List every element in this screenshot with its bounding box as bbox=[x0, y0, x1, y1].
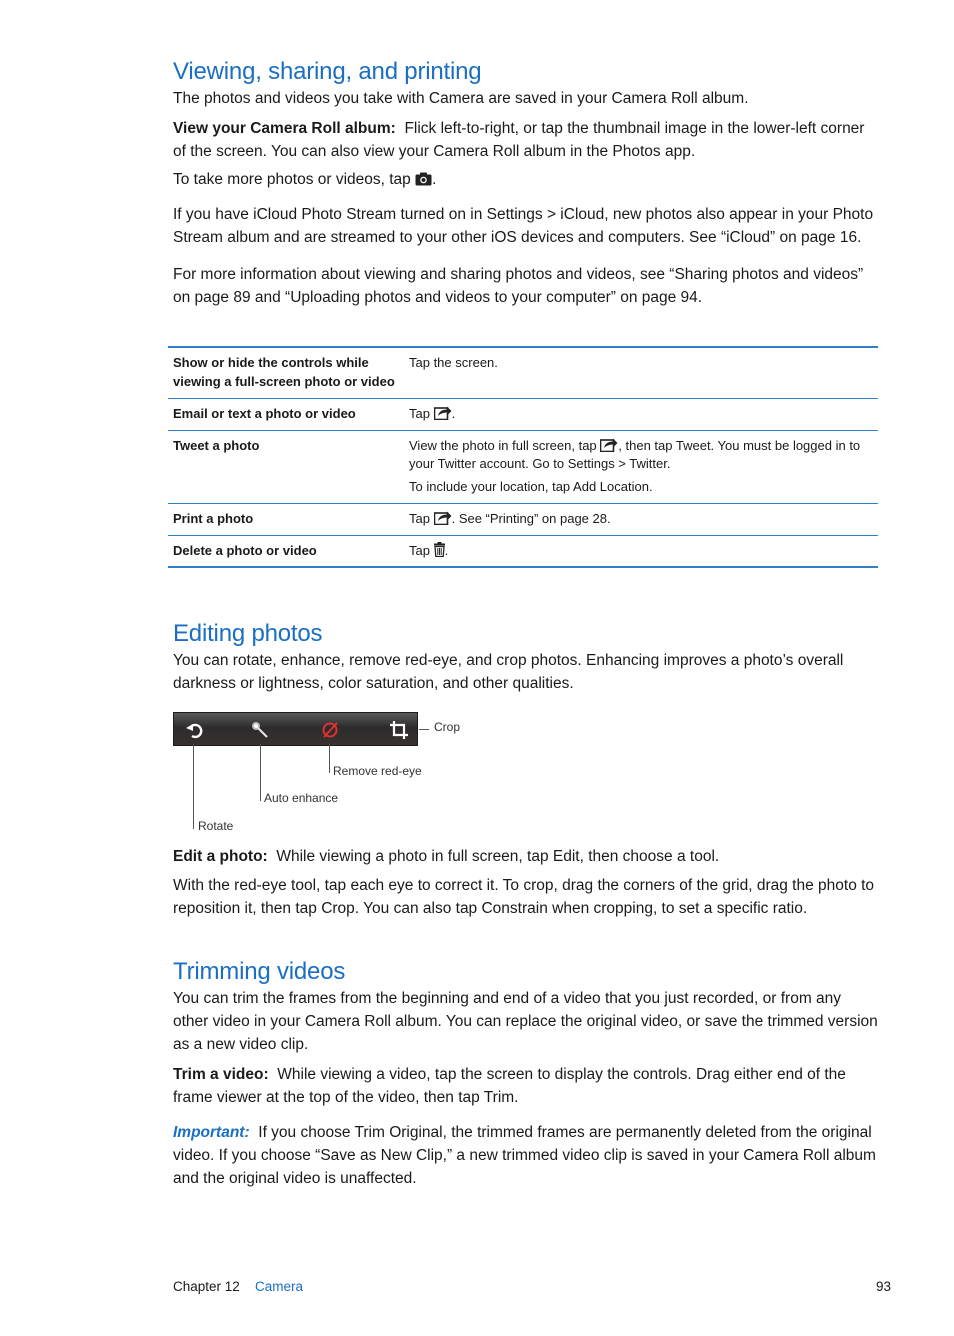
paragraph: You can trim the frames from the beginning and end of a video that you just recorded, or from any other video in your Camera Roll album. You can replace the original video, or save the trimmed version as a new video clip. bbox=[173, 990, 878, 1053]
rotate-icon bbox=[184, 720, 204, 740]
action-text: . See “Printing” on page 28. bbox=[451, 511, 611, 526]
paragraph-text: While viewing a video, tap the screen to display the controls. Drag either end of the frame viewer at the top of the video, then tap Trim. bbox=[173, 1066, 846, 1106]
important-label: Important: bbox=[173, 1124, 250, 1141]
action-text: Tap bbox=[409, 406, 430, 421]
lead-in: Edit a photo: bbox=[173, 848, 268, 865]
task-cell: Print a photo bbox=[173, 511, 254, 526]
action-subtext: To include your location, tap Add Location. bbox=[409, 478, 653, 494]
action-cell bbox=[409, 510, 878, 529]
paragraph: For more information about viewing and sharing photos and videos, see “Sharing photos and videos” on page 89 and “Uploading photos and videos to your computer” on page 94. bbox=[173, 266, 864, 306]
paragraph bbox=[173, 168, 878, 191]
paragraph: You can rotate, enhance, remove red-eye, and crop photos. Enhancing improves a photo’s overall darkness or lightness, color saturation, and other qualities. bbox=[173, 652, 844, 692]
section-editing bbox=[173, 620, 878, 695]
table-row bbox=[168, 430, 878, 504]
action-cell: Tap the screen. bbox=[409, 355, 498, 370]
camera-icon bbox=[415, 172, 432, 186]
action-cell bbox=[409, 437, 878, 497]
table-row bbox=[168, 503, 878, 535]
remove-red-eye-label: Remove red-eye bbox=[333, 764, 422, 778]
callout-line bbox=[193, 744, 194, 829]
paragraph: The photos and videos you take with Camera are saved in your Camera Roll album. bbox=[173, 90, 749, 107]
table-row bbox=[168, 398, 878, 430]
paragraph-text: If you choose Trim Original, the trimmed frames are permanently deleted from the original video. If you choose “Save as New Clip,” a new trimmed video clip is saved in your Camera Roll album and the original video is unaffected. bbox=[173, 1124, 876, 1187]
actions-table bbox=[168, 346, 878, 568]
task-cell: Delete a photo or video bbox=[173, 542, 317, 558]
task-cell: Show or hide the controls while viewing a full-screen photo or video bbox=[173, 355, 395, 389]
trash-icon bbox=[434, 542, 445, 557]
lead-in: Trim a video: bbox=[173, 1066, 269, 1083]
section-editing-body bbox=[173, 845, 878, 920]
rotate-label: Rotate bbox=[198, 819, 234, 833]
share-icon bbox=[600, 437, 618, 452]
paragraph-text: Flick left-to-right, or tap the thumbnail image in the lower-left corner of the screen. You can also view your Camera Roll album in the Photos app. bbox=[173, 120, 865, 160]
paragraph: With the red-eye tool, tap each eye to correct it. To crop, drag the corners of the grid, drag the photo to reposition it, then tap Crop. You can also tap Constrain when cropping, to set a specific ratio. bbox=[173, 877, 875, 917]
paragraph-text: To take more photos or videos, tap bbox=[173, 171, 411, 188]
lead-in: View your Camera Roll album: bbox=[173, 120, 396, 137]
section-title: Viewing, sharing, and printing bbox=[173, 58, 482, 85]
action-text: Tap bbox=[409, 511, 430, 526]
section-title: Trimming videos bbox=[173, 958, 346, 985]
callout-line bbox=[260, 744, 261, 801]
page-number: 93 bbox=[875, 1279, 891, 1294]
callout-line bbox=[419, 729, 429, 730]
remove-red-eye-icon bbox=[320, 720, 340, 740]
action-cell bbox=[409, 405, 878, 424]
table-row bbox=[168, 535, 878, 567]
action-cell bbox=[409, 542, 878, 561]
action-text: , then tap Tweet. You must be logged in to your Twitter account. Go to Settings > Twitter. bbox=[409, 437, 861, 471]
task-cell: Tweet a photo bbox=[173, 437, 260, 453]
footer-chapter: Chapter 12 bbox=[173, 1279, 240, 1294]
paragraph bbox=[173, 117, 878, 163]
edit-toolbar-illustration bbox=[173, 712, 418, 746]
task-cell: Email or text a photo or video bbox=[173, 406, 356, 421]
paragraph bbox=[173, 1063, 878, 1109]
action-text: Tap bbox=[409, 542, 430, 558]
action-text: . bbox=[451, 406, 456, 421]
paragraph-text: . bbox=[432, 171, 437, 188]
callout-line bbox=[329, 744, 330, 773]
paragraph bbox=[173, 845, 878, 868]
footer-chapter-name[interactable]: Camera bbox=[255, 1279, 304, 1294]
action-text: View the photo in full screen, tap bbox=[409, 437, 597, 453]
paragraph: If you have iCloud Photo Stream turned on in Settings > iCloud, new photos also appear in your Photo Stream album and are streamed to your other iOS devices and computers. See “iCloud” on page 16. bbox=[173, 206, 874, 246]
table-row bbox=[168, 348, 878, 398]
auto-enhance-icon bbox=[250, 720, 270, 740]
crop-icon bbox=[389, 720, 409, 740]
crop-label: Crop bbox=[434, 720, 461, 734]
paragraph bbox=[173, 1121, 878, 1190]
share-icon bbox=[434, 405, 452, 420]
action-text: . bbox=[444, 542, 449, 558]
section-trimming bbox=[173, 958, 878, 1190]
section-title: Editing photos bbox=[173, 620, 323, 647]
section-viewing bbox=[173, 58, 878, 309]
auto-enhance-label: Auto enhance bbox=[264, 791, 339, 805]
share-icon bbox=[434, 510, 452, 525]
paragraph-text: While viewing a photo in full screen, tap Edit, then choose a tool. bbox=[276, 848, 720, 865]
